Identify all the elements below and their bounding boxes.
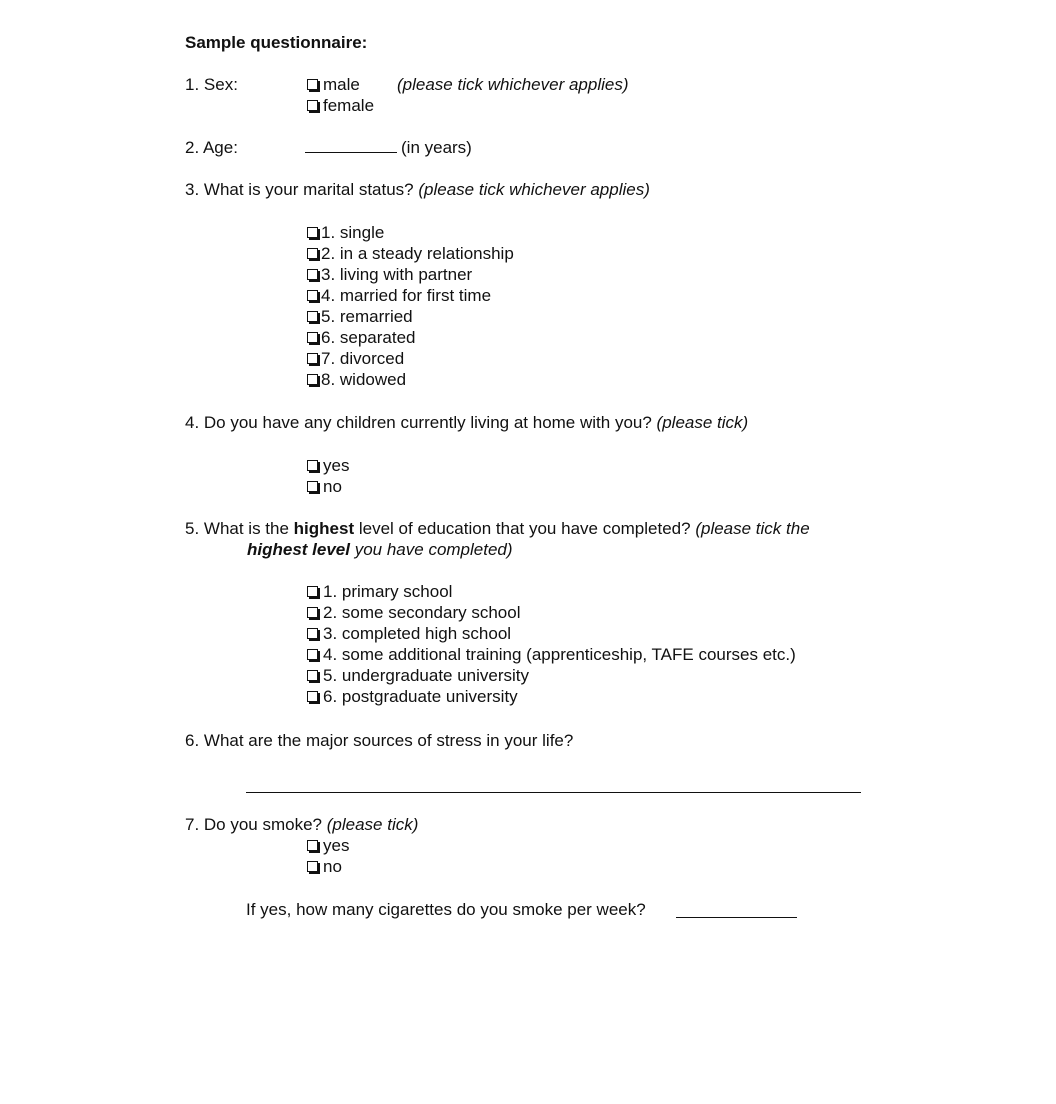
checkbox-icon[interactable] — [307, 861, 318, 872]
q1-hint: (please tick whichever applies) — [397, 75, 629, 94]
q7-option-no[interactable]: no — [307, 856, 349, 877]
q7-followup: If yes, how many cigarettes do you smoke per week? — [246, 900, 646, 919]
q5-option[interactable]: 2. some secondary school — [307, 602, 796, 623]
q3-options — [307, 222, 514, 390]
checkbox-icon[interactable] — [307, 586, 318, 597]
q7-option-yes[interactable]: yes — [307, 835, 349, 856]
q5-question: 5. What is the highest level of education that you have completed? (please tick the — [185, 519, 810, 538]
stress-answer-field[interactable] — [246, 778, 861, 793]
cigarettes-field[interactable] — [676, 903, 797, 918]
checkbox-icon[interactable] — [307, 290, 318, 301]
checkbox-icon[interactable] — [307, 332, 318, 343]
q6-question: 6. What are the major sources of stress in your life? — [185, 731, 574, 750]
checkbox-icon[interactable] — [307, 691, 318, 702]
q2-label: 2. Age: — [185, 138, 238, 157]
q3-option[interactable]: 7. divorced — [307, 348, 514, 369]
checkbox-icon[interactable] — [307, 670, 318, 681]
checkbox-icon[interactable] — [307, 481, 318, 492]
q1-option-male[interactable]: male — [307, 74, 360, 95]
q1-option-female[interactable]: female — [307, 95, 374, 116]
q5-hint-cont: highest level you have completed) — [247, 540, 513, 559]
q3-option[interactable]: 6. separated — [307, 327, 514, 348]
q3-option[interactable]: 3. living with partner — [307, 264, 514, 285]
q5-option[interactable]: 1. primary school — [307, 581, 796, 602]
q3-option[interactable]: 2. in a steady relationship — [307, 243, 514, 264]
checkbox-icon[interactable] — [307, 649, 318, 660]
q2-suffix: (in years) — [401, 138, 472, 157]
q4-option-yes[interactable]: yes — [307, 455, 349, 476]
q4-question: 4. Do you have any children currently living at home with you? (please tick) — [185, 413, 749, 432]
q5-option[interactable]: 4. some additional training (apprenticeship, TAFE courses etc.) — [307, 644, 796, 665]
checkbox-icon[interactable] — [307, 607, 318, 618]
checkbox-icon[interactable] — [307, 460, 318, 471]
q5-option[interactable]: 6. postgraduate university — [307, 686, 796, 707]
q5-option[interactable]: 5. undergraduate university — [307, 665, 796, 686]
q1-label: 1. Sex: — [185, 75, 238, 94]
checkbox-icon[interactable] — [307, 79, 318, 90]
checkbox-icon[interactable] — [307, 100, 318, 111]
q5-option[interactable]: 3. completed high school — [307, 623, 796, 644]
checkbox-icon[interactable] — [307, 248, 318, 259]
q3-option[interactable]: 8. widowed — [307, 369, 514, 390]
checkbox-icon[interactable] — [307, 840, 318, 851]
q3-option[interactable]: 1. single — [307, 222, 514, 243]
checkbox-icon[interactable] — [307, 353, 318, 364]
q7-question: 7. Do you smoke? (please tick) — [185, 815, 419, 834]
page-title: Sample questionnaire: — [185, 33, 368, 52]
q4-option-no[interactable]: no — [307, 476, 349, 497]
checkbox-icon[interactable] — [307, 311, 318, 322]
q3-question: 3. What is your marital status? (please tick whichever applies) — [185, 180, 650, 199]
q3-option[interactable]: 5. remarried — [307, 306, 514, 327]
q4-options — [307, 455, 349, 497]
age-field[interactable] — [305, 137, 397, 158]
checkbox-icon[interactable] — [307, 374, 318, 385]
checkbox-icon[interactable] — [307, 628, 318, 639]
checkbox-icon[interactable] — [307, 269, 318, 280]
checkbox-icon[interactable] — [307, 227, 318, 238]
q3-option[interactable]: 4. married for first time — [307, 285, 514, 306]
q5-options — [307, 581, 796, 707]
q7-options — [307, 835, 349, 877]
